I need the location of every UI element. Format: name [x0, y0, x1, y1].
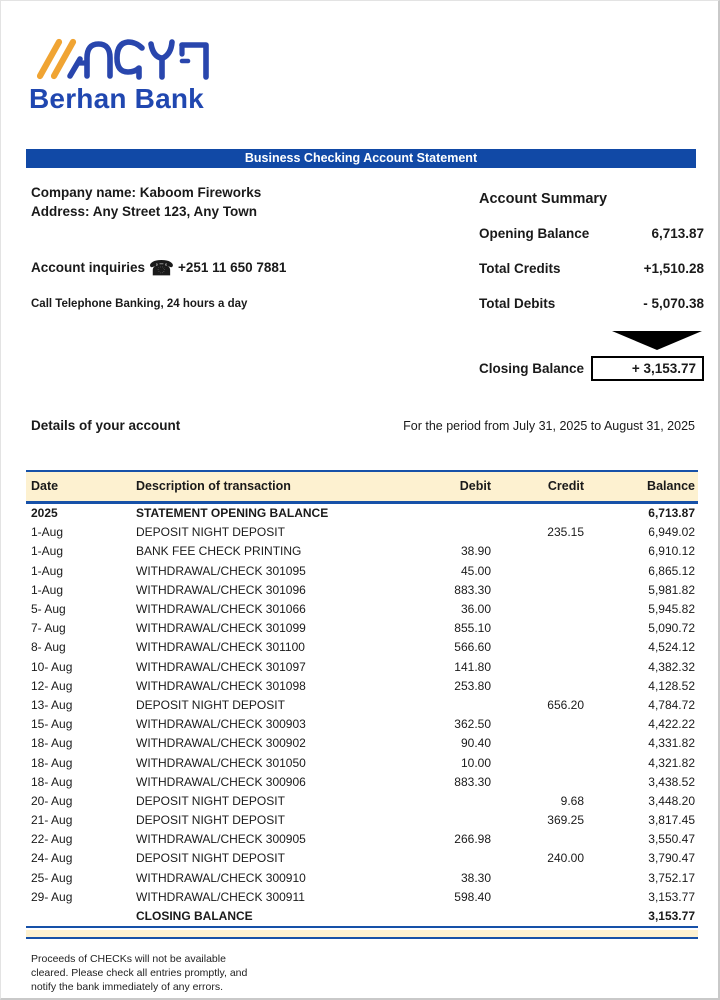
- cell-date: [26, 906, 136, 926]
- cell-balance: 3,448.20: [648, 793, 695, 808]
- table-row: [26, 849, 698, 868]
- cell-debit: [381, 811, 491, 830]
- closing-balance-row: [479, 356, 704, 381]
- cell-credit: [491, 830, 584, 849]
- account-inquiries-line: [31, 256, 286, 281]
- cell-debit: 141.80: [454, 659, 491, 674]
- cell-balance: 4,422.22: [648, 717, 695, 732]
- cell-debit: 883.30: [454, 582, 491, 597]
- cell-credit: [491, 887, 584, 906]
- summary-label: Total Debits: [479, 296, 556, 311]
- closing-balance-label: Closing Balance: [479, 361, 585, 376]
- cell-debit: 883.30: [454, 774, 491, 789]
- cell-balance: 4,128.52: [648, 678, 695, 693]
- header-balance: Balance: [584, 471, 698, 502]
- cell-debit: [381, 849, 491, 868]
- details-line: [31, 418, 695, 433]
- closing-balance-value: + 3,153.77: [591, 356, 704, 381]
- cell-date: 22- Aug: [31, 832, 73, 847]
- table-row: [26, 868, 698, 887]
- cell-credit: [491, 657, 584, 676]
- cell-desc: DEPOSIT NIGHT DEPOSIT: [136, 851, 285, 866]
- cell-date: 10- Aug: [31, 659, 73, 674]
- header-debit: Debit: [381, 471, 491, 502]
- table-row: [26, 830, 698, 849]
- summary-row-total-credits: [479, 261, 704, 276]
- cell-debit: 266.98: [454, 832, 491, 847]
- cell-date: 8- Aug: [31, 640, 66, 655]
- cell-date: 21- Aug: [31, 813, 73, 828]
- cell-desc: WITHDRAWAL/CHECK 300911: [136, 889, 305, 904]
- cell-credit: [491, 638, 584, 657]
- cell-balance: 3,752.17: [648, 870, 695, 885]
- cell-date: 5- Aug: [31, 602, 66, 617]
- cell-balance: 3,790.47: [648, 851, 695, 866]
- cell-balance: 4,784.72: [648, 697, 695, 712]
- cell-date: 25- Aug: [31, 870, 73, 885]
- table-row: [26, 580, 698, 599]
- cell-desc: WITHDRAWAL/CHECK 300906: [136, 774, 306, 789]
- statement-period: For the period from July 31, 2025 to August 31, 2025: [403, 419, 695, 433]
- cell-credit: [491, 772, 584, 791]
- table-footer-band: [26, 930, 698, 939]
- summary-label: Total Credits: [479, 261, 561, 276]
- cell-debit: [381, 791, 491, 810]
- table-row: [26, 561, 698, 580]
- cell-credit: [491, 599, 584, 618]
- table-row: [26, 523, 698, 542]
- cell-credit: [491, 734, 584, 753]
- cell-credit: [491, 542, 584, 561]
- cell-balance: 4,382.32: [648, 659, 695, 674]
- telebanking-line: Call Telephone Banking, 24 hours a day: [31, 298, 248, 310]
- cell-debit: 855.10: [454, 621, 491, 636]
- cell-balance: 3,550.47: [648, 832, 695, 847]
- cell-balance: 4,524.12: [648, 640, 695, 655]
- cell-credit: [491, 906, 584, 926]
- cell-date: 1-Aug: [31, 525, 64, 540]
- inquiries-label: Account inquiries: [31, 260, 146, 275]
- table-row: [26, 542, 698, 561]
- cell-date: 12- Aug: [31, 678, 73, 693]
- cell-debit: 36.00: [460, 602, 491, 617]
- cell-debit: 38.90: [460, 544, 491, 559]
- cell-balance: 5,090.72: [648, 621, 695, 636]
- cell-desc: WITHDRAWAL/CHECK 301099: [136, 621, 306, 636]
- cell-desc: WITHDRAWAL/CHECK 301050: [136, 755, 306, 770]
- company-name-line: Company name: Kaboom Fireworks: [31, 185, 262, 200]
- table-row: [26, 753, 698, 772]
- cell-credit: 240.00: [547, 851, 584, 866]
- table-row: [26, 772, 698, 791]
- table-row: [26, 906, 698, 926]
- table-row: [26, 715, 698, 734]
- cell-credit: [491, 715, 584, 734]
- cell-date: 20- Aug: [31, 793, 73, 808]
- cell-debit: 38.30: [460, 870, 491, 885]
- footnote: [31, 953, 247, 995]
- cell-date: 18- Aug: [31, 774, 73, 789]
- cell-credit: [491, 561, 584, 580]
- cell-credit: [491, 676, 584, 695]
- cell-desc: DEPOSIT NIGHT DEPOSIT: [136, 525, 285, 540]
- cell-balance: 5,945.82: [648, 602, 695, 617]
- header-date: Date: [26, 471, 136, 502]
- summary-value: - 5,070.38: [643, 296, 704, 311]
- cell-desc: STATEMENT OPENING BALANCE: [136, 506, 329, 521]
- cell-date: 24- Aug: [31, 851, 73, 866]
- cell-balance: 4,331.82: [648, 736, 695, 751]
- cell-credit: 369.25: [547, 813, 584, 828]
- cell-debit: 10.00: [460, 755, 491, 770]
- account-summary: [479, 191, 704, 381]
- table-row: [26, 638, 698, 657]
- cell-date: 2025: [31, 506, 58, 521]
- footnote-line: cleared. Please check all entries promptly, and: [31, 966, 248, 979]
- cell-balance: 4,321.82: [648, 755, 695, 770]
- cell-debit: 45.00: [460, 563, 491, 578]
- bank-wordmark: Berhan Bank: [29, 83, 204, 114]
- cell-date: 29- Aug: [31, 889, 73, 904]
- cell-desc: WITHDRAWAL/CHECK 301066: [136, 602, 306, 617]
- cell-desc: WITHDRAWAL/CHECK 301096: [136, 582, 306, 597]
- cell-desc: DEPOSIT NIGHT DEPOSIT: [136, 813, 285, 828]
- cell-credit: 235.15: [547, 525, 584, 540]
- cell-desc: WITHDRAWAL/CHECK 301100: [136, 640, 305, 655]
- header-description: Description of transaction: [136, 471, 381, 502]
- header-credit: Credit: [491, 471, 584, 502]
- cell-desc: BANK FEE CHECK PRINTING: [136, 544, 302, 559]
- cell-desc: WITHDRAWAL/CHECK 300903: [136, 717, 306, 732]
- cell-credit: [491, 502, 584, 523]
- table-row: [26, 811, 698, 830]
- table-row: [26, 657, 698, 676]
- cell-desc: DEPOSIT NIGHT DEPOSIT: [136, 697, 285, 712]
- transactions-table: [26, 470, 698, 928]
- cell-debit: 566.60: [454, 640, 491, 655]
- cell-balance: 3,153.77: [648, 889, 695, 904]
- cell-date: 1-Aug: [31, 582, 64, 597]
- cell-desc: WITHDRAWAL/CHECK 300910: [136, 870, 306, 885]
- cell-debit: [381, 523, 491, 542]
- transactions-header: [26, 471, 698, 502]
- cell-balance: 5,981.82: [648, 582, 695, 597]
- cell-balance: 3,438.52: [648, 774, 695, 789]
- table-row: [26, 695, 698, 714]
- footnote-line: Proceeds of CHECKs will not be available: [31, 953, 226, 965]
- cell-desc: WITHDRAWAL/CHECK 300902: [136, 736, 306, 751]
- cell-credit: [491, 753, 584, 772]
- cell-desc: WITHDRAWAL/CHECK 301098: [136, 678, 306, 693]
- table-row: [26, 887, 698, 906]
- cell-credit: 9.68: [560, 793, 584, 808]
- telephone-icon: ☎: [149, 258, 174, 280]
- cell-debit: [381, 502, 491, 523]
- transactions-table-wrap: [26, 470, 698, 939]
- cell-balance: 3,153.77: [648, 909, 695, 924]
- cell-date: 1-Aug: [31, 544, 64, 559]
- footnote-line: notify the bank immediately of any errors.: [31, 980, 224, 993]
- cell-debit: 362.50: [454, 717, 491, 732]
- table-row: [26, 791, 698, 810]
- cell-date: 13- Aug: [31, 697, 73, 712]
- account-summary-title: Account Summary: [479, 191, 608, 207]
- cell-date: 18- Aug: [31, 755, 73, 770]
- summary-label: Opening Balance: [479, 226, 590, 241]
- cell-desc: WITHDRAWAL/CHECK 300905: [136, 832, 306, 847]
- cell-balance: 6,949.02: [648, 525, 695, 540]
- cell-debit: 253.80: [454, 678, 491, 693]
- cell-balance: 3,817.45: [648, 813, 695, 828]
- cell-credit: 656.20: [547, 697, 584, 712]
- cell-desc: CLOSING BALANCE: [136, 909, 253, 924]
- cell-balance: 6,910.12: [648, 544, 695, 559]
- cell-date: 1-Aug: [31, 563, 64, 578]
- cell-debit: 598.40: [454, 889, 491, 904]
- cell-credit: [491, 619, 584, 638]
- cell-date: 15- Aug: [31, 717, 73, 732]
- down-arrow-icon: [612, 331, 702, 350]
- cell-credit: [491, 868, 584, 887]
- table-row: [26, 502, 698, 523]
- inquiries-phone-number: +251 11 650 7881: [177, 260, 287, 275]
- cell-date: 7- Aug: [31, 621, 66, 636]
- cell-balance: 6,713.87: [648, 506, 695, 521]
- cell-debit: [381, 906, 491, 926]
- summary-value: 6,713.87: [651, 226, 704, 241]
- summary-row-total-debits: [479, 296, 704, 311]
- table-row: [26, 599, 698, 618]
- table-row: [26, 619, 698, 638]
- summary-value: +1,510.28: [643, 261, 704, 276]
- berhan-bank-amharic-logo-icon: [29, 29, 219, 81]
- cell-credit: [491, 580, 584, 599]
- cell-debit: [381, 695, 491, 714]
- brand-block: [29, 29, 219, 115]
- table-row: [26, 734, 698, 753]
- customer-info: [31, 184, 261, 221]
- cell-date: 18- Aug: [31, 736, 73, 751]
- details-heading: Details of your account: [31, 418, 181, 433]
- summary-row-opening-balance: [479, 226, 704, 241]
- statement-title-banner: Business Checking Account Statement: [26, 149, 696, 168]
- address-line: Address: Any Street 123, Any Town: [31, 203, 258, 219]
- cell-debit: 90.40: [460, 736, 491, 751]
- cell-desc: WITHDRAWAL/CHECK 301095: [136, 563, 306, 578]
- table-row: [26, 676, 698, 695]
- transactions-body: [26, 502, 698, 927]
- cell-desc: WITHDRAWAL/CHECK 301097: [136, 659, 306, 674]
- cell-balance: 6,865.12: [648, 563, 695, 578]
- cell-desc: DEPOSIT NIGHT DEPOSIT: [136, 793, 285, 808]
